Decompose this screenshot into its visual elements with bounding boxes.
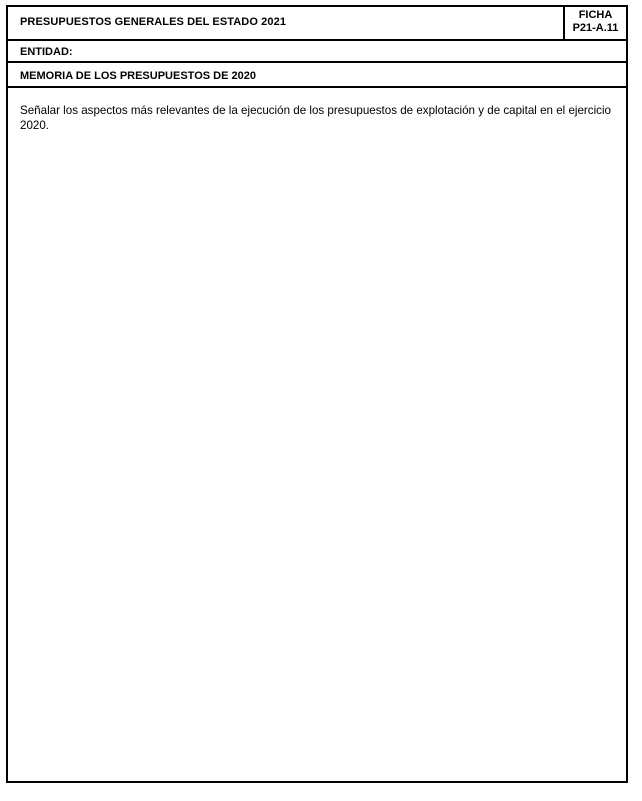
- instruction-text: Señalar los aspectos más relevantes de la ejecución de los presupuestos de explotación y de capital en el ejercicio 2020.: [20, 104, 611, 132]
- ficha-code: P21-A.11: [572, 22, 619, 34]
- entidad-row: [8, 41, 626, 63]
- entidad-label: ENTIDAD:: [20, 46, 73, 58]
- memoria-label: MEMORIA DE LOS PRESUPUESTOS DE 2020: [20, 70, 256, 82]
- ficha-label: FICHA: [578, 9, 613, 21]
- memoria-row: [8, 63, 626, 88]
- form-title: PRESUPUESTOS GENERALES DEL ESTADO 2021: [20, 16, 287, 28]
- budget-form: [6, 5, 628, 783]
- header-row: [8, 7, 626, 41]
- ficha-box: [563, 7, 626, 39]
